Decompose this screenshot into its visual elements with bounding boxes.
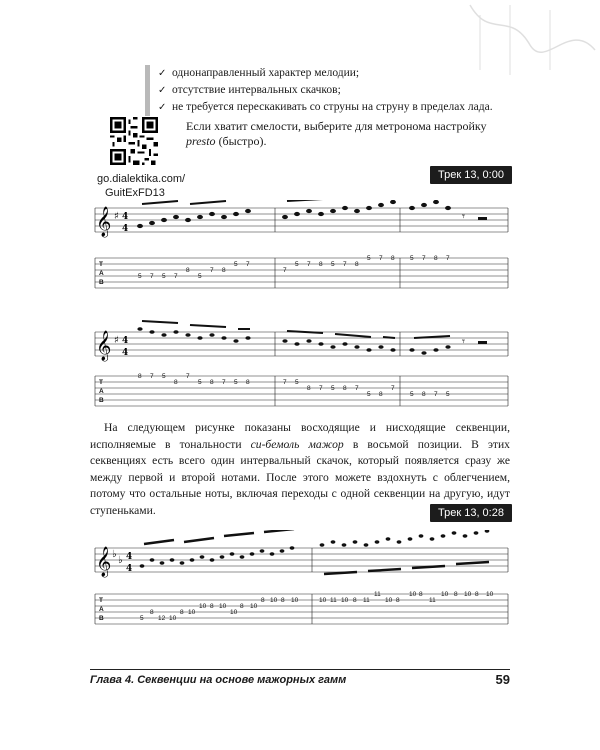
tab-staff	[95, 594, 508, 624]
notes	[140, 530, 490, 568]
svg-text:7: 7	[343, 261, 347, 268]
svg-text:8: 8	[307, 385, 311, 392]
rest-icon: 𝄾	[462, 210, 465, 223]
svg-text:10: 10	[464, 591, 472, 598]
svg-text:10: 10	[486, 591, 494, 598]
svg-text:8: 8	[379, 391, 383, 398]
svg-text:7: 7	[283, 267, 287, 274]
svg-text:8: 8	[180, 609, 184, 616]
tab-label: A	[99, 388, 104, 395]
flat-icon: ♭	[118, 555, 123, 566]
svg-text:8: 8	[396, 597, 400, 604]
svg-text:7: 7	[422, 255, 426, 262]
music-system-3	[90, 530, 510, 640]
svg-text:8: 8	[422, 391, 426, 398]
svg-text:7: 7	[434, 391, 438, 398]
svg-text:8: 8	[246, 379, 250, 386]
svg-text:5: 5	[198, 273, 202, 280]
tab-staff	[95, 258, 508, 288]
svg-text:11: 11	[429, 597, 436, 604]
tab-label: T	[99, 379, 103, 386]
svg-text:7: 7	[174, 273, 178, 280]
treble-clef-icon: 𝄞	[96, 547, 112, 577]
svg-text:8: 8	[475, 591, 479, 598]
svg-text:8: 8	[240, 603, 244, 610]
checkmark-icon: ✓	[158, 85, 167, 96]
svg-text:10: 10	[230, 609, 238, 616]
svg-text:5: 5	[295, 379, 299, 386]
qr-code-icon[interactable]	[110, 117, 158, 165]
svg-text:5: 5	[162, 273, 166, 280]
svg-text:8: 8	[353, 597, 357, 604]
svg-text:5: 5	[140, 615, 144, 622]
svg-text:5: 5	[295, 261, 299, 268]
svg-text:7: 7	[186, 373, 190, 380]
rest-icon	[478, 217, 487, 220]
svg-text:7: 7	[283, 379, 287, 386]
svg-text:7: 7	[319, 385, 323, 392]
svg-text:5: 5	[410, 255, 414, 262]
svg-text:5: 5	[367, 391, 371, 398]
staff	[95, 208, 508, 232]
track-badge[interactable]: Трек 13, 0:00	[430, 166, 512, 184]
staff	[95, 548, 508, 572]
svg-text:8: 8	[281, 597, 285, 604]
svg-text:5: 5	[446, 391, 450, 398]
svg-text:8: 8	[343, 385, 347, 392]
qr-caption	[97, 172, 185, 200]
svg-text:8: 8	[434, 255, 438, 262]
tab-label: B	[99, 615, 104, 622]
bullet-list	[145, 65, 538, 116]
svg-text:5: 5	[410, 391, 414, 398]
svg-text:7: 7	[150, 373, 154, 380]
body-paragraph: На следующем рисунке показаны восходящие и нисходящие секвенции, исполняемые в тональности си-бемоль мажор в восьмой позиции. В этих секвенциях есть всего один интервальный скачок, который появляется сразу же между первой и второй нотами. После этого можете вздохнуть с облегчением, потому что остальные ноты, включая переходы с одной секвенции на другую, идут ступеньками.	[90, 421, 510, 517]
time-signature: 4	[122, 212, 129, 222]
svg-text:5: 5	[367, 255, 371, 262]
treble-clef-icon: 𝄞	[96, 207, 112, 237]
svg-text:7: 7	[246, 261, 250, 268]
time-signature: 4	[122, 336, 129, 346]
svg-text:5: 5	[331, 261, 335, 268]
chapter-title: Глава 4. Секвенции на основе мажорных гамм	[90, 674, 347, 686]
svg-text:10: 10	[270, 597, 278, 604]
svg-text:5: 5	[162, 373, 166, 380]
svg-text:8: 8	[186, 267, 190, 274]
music-system-1	[90, 200, 510, 310]
svg-text:7: 7	[355, 385, 359, 392]
list-item: ✓ отсутствие интервальных скачков;	[158, 82, 538, 99]
page-number: 59	[495, 672, 510, 687]
footer-rule	[90, 669, 510, 670]
list-item: ✓ не требуется перескакивать со струны на струну в пределах лада.	[158, 99, 538, 116]
svg-text:8: 8	[210, 603, 214, 610]
svg-text:5: 5	[234, 261, 238, 268]
svg-text:10: 10	[441, 591, 449, 598]
svg-text:7: 7	[222, 379, 226, 386]
svg-text:11: 11	[374, 591, 381, 598]
svg-text:8: 8	[391, 255, 395, 262]
svg-text:8: 8	[355, 261, 359, 268]
svg-text:4: 4	[122, 224, 129, 234]
checkmark-icon: ✓	[158, 102, 167, 113]
svg-text:10: 10	[188, 609, 196, 616]
flat-icon: ♭	[112, 549, 117, 560]
svg-text:8: 8	[454, 591, 458, 598]
svg-text:4: 4	[122, 348, 129, 358]
rest-icon	[478, 341, 487, 344]
svg-text:11: 11	[363, 597, 370, 604]
svg-text:10: 10	[385, 597, 393, 604]
svg-text:4: 4	[126, 564, 133, 574]
svg-text:10: 10	[169, 615, 177, 622]
svg-text:7: 7	[210, 267, 214, 274]
qr-link[interactable]: go.dialektika.com/	[97, 173, 186, 185]
svg-text:10: 10	[250, 603, 258, 610]
list-item: ✓ однонаправленный характер мелодии;	[158, 65, 538, 82]
tab-label: B	[99, 279, 104, 286]
tab-label: B	[99, 397, 104, 404]
track-badge[interactable]: Трек 13, 0:28	[430, 504, 512, 522]
rest-icon: 𝄾	[462, 335, 465, 348]
tab-numbers	[140, 591, 494, 622]
svg-text:10: 10	[319, 597, 327, 604]
checkmark-icon: ✓	[158, 68, 167, 79]
svg-text:10: 10	[199, 603, 207, 610]
sharp-icon: ♯	[114, 335, 119, 346]
svg-text:8: 8	[174, 379, 178, 386]
svg-text:10: 10	[291, 597, 299, 604]
svg-text:5: 5	[331, 385, 335, 392]
svg-text:7: 7	[150, 273, 154, 280]
time-signature: 4	[126, 552, 133, 562]
svg-text:7: 7	[391, 385, 395, 392]
svg-text:8: 8	[319, 261, 323, 268]
svg-text:5: 5	[138, 273, 142, 280]
svg-text:10: 10	[219, 603, 227, 610]
sharp-icon: ♯	[114, 211, 119, 222]
svg-text:11: 11	[330, 597, 337, 604]
svg-text:12: 12	[158, 615, 166, 622]
treble-clef-icon: 𝄞	[96, 331, 112, 361]
svg-text:5: 5	[198, 379, 202, 386]
svg-text:8: 8	[419, 591, 423, 598]
svg-text:10: 10	[409, 591, 417, 598]
tab-label: T	[99, 261, 103, 268]
svg-text:8: 8	[210, 379, 214, 386]
svg-text:8: 8	[222, 267, 226, 274]
beams	[142, 200, 450, 204]
svg-text:10: 10	[341, 597, 349, 604]
svg-text:8: 8	[138, 373, 142, 380]
svg-text:7: 7	[307, 261, 311, 268]
tab-label: A	[99, 270, 104, 277]
tab-label: T	[99, 597, 103, 604]
tab-label: A	[99, 606, 104, 613]
tip-text: Если хватит смелости, выберите для метронома настройку presto (быстро).	[186, 119, 487, 148]
svg-text:5: 5	[234, 379, 238, 386]
svg-text:8: 8	[261, 597, 265, 604]
svg-text:7: 7	[379, 255, 383, 262]
svg-text:8: 8	[150, 609, 154, 616]
music-system-2	[90, 318, 510, 428]
svg-text:7: 7	[446, 255, 450, 262]
beams	[144, 530, 294, 544]
qr-code-text: GuitExFD13	[105, 187, 165, 199]
